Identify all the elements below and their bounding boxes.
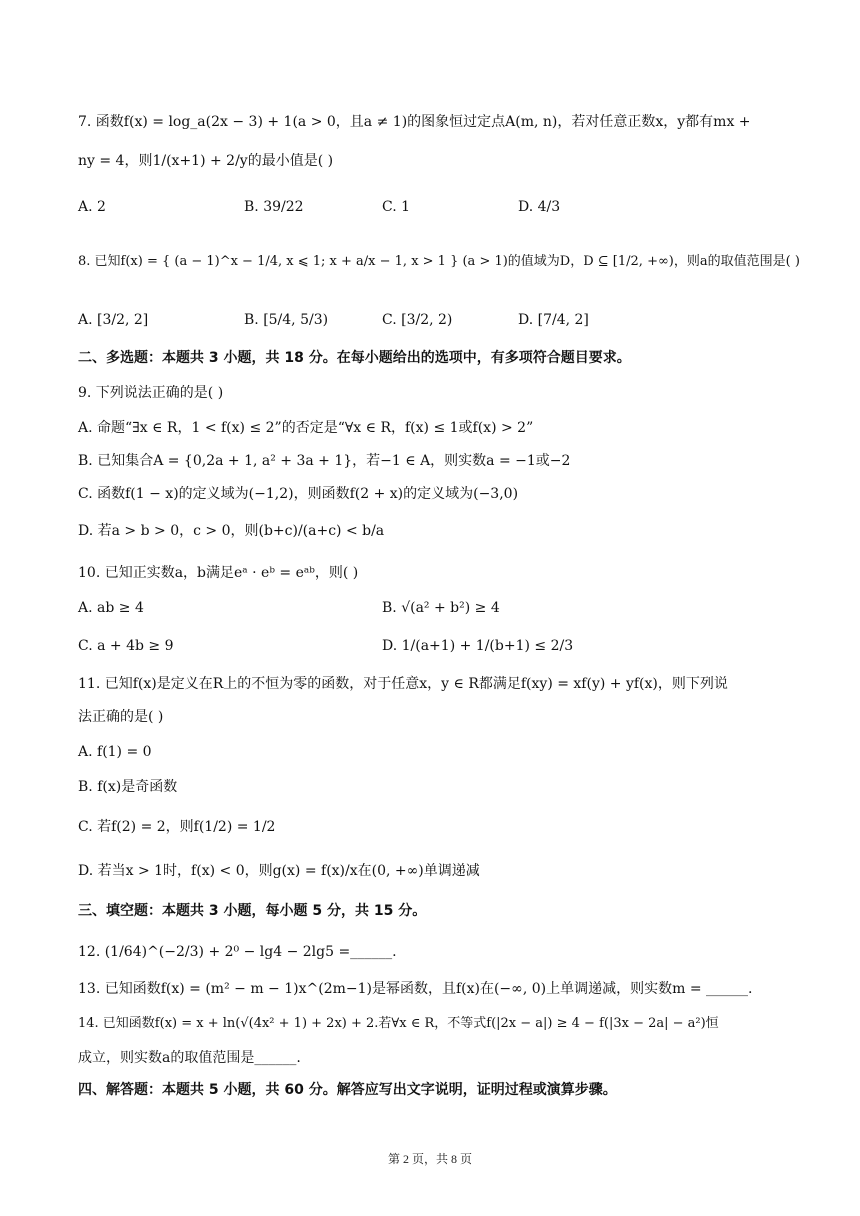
q8-option-d: D. [7/4, 2] <box>518 312 589 328</box>
q7-line1: 7. 函数f(x) = log_a(2x − 3) + 1(a > 0，且a ≠ 1)的图象恒过定点A(m, n)，若对任意正数x，y都有mx + <box>78 114 751 130</box>
q10-option-d: D. 1/(a+1) + 1/(b+1) ≤ 2/3 <box>382 638 574 654</box>
q11-line2: 法正确的是( ) <box>78 709 164 725</box>
q14-line2: 成立，则实数a的取值范围是______. <box>78 1050 301 1066</box>
q14-line1: 14. 已知函数f(x) = x + ln(√(4x² + 1) + 2x) + 2.若∀x ∈ R，不等式f(|2x − a|) ≥ 4 − f(|3x − 2a| − a²)恒 <box>78 1016 719 1031</box>
q9-stem: 9. 下列说法正确的是( ) <box>78 385 224 401</box>
q10-stem: 10. 已知正实数a，b满足eᵃ · eᵇ = eᵃᵇ，则( ) <box>78 565 359 581</box>
q9-option-d: D. 若a > b > 0，c > 0，则(b+c)/(a+c) < b/a <box>78 523 385 539</box>
section-heading-solutions: 四、解答题：本题共 5 小题，共 60 分。解答应写出文字说明，证明过程或演算步骤。 <box>78 1082 617 1098</box>
q11-option-c: C. 若f(2) = 2，则f(1/2) = 1/2 <box>78 819 276 835</box>
q8-option-c: C. [3/2, 2) <box>382 312 453 328</box>
q7-option-a: A. 2 <box>78 199 106 215</box>
q7-option-b: B. 39/22 <box>244 199 304 215</box>
q11-line1: 11. 已知f(x)是定义在R上的不恒为零的函数，对于任意x，y ∈ R都满足f(xy) = xf(y) + yf(x)，则下列说 <box>78 676 728 692</box>
page-footer: 第 2 页，共 8 页 <box>387 1152 472 1166</box>
q7-option-c: C. 1 <box>382 199 411 215</box>
q13: 13. 已知函数f(x) = (m² − m − 1)x^(2m−1)是幂函数，且f(x)在(−∞, 0)上单调递减，则实数m = ______. <box>78 981 753 997</box>
q10-option-c: C. a + 4b ≥ 9 <box>78 638 174 654</box>
q11-option-a: A. f(1) = 0 <box>78 744 152 760</box>
q7-line2: ny = 4，则1/(x+1) + 2/y的最小值是( ) <box>78 153 334 169</box>
q9-option-a: A. 命题“∃x ∈ R，1 < f(x) ≤ 2”的否定是“∀x ∈ R，f(x) ≤ 1或f(x) > 2” <box>78 420 534 436</box>
q8-line1: 8. 已知f(x) = { (a − 1)^x − 1/4, x ⩽ 1; x + a/x − 1, x > 1 } (a > 1)的值域为D，D ⊆ [1/2, +∞)，则a的取值范围是( ) <box>78 254 800 269</box>
q11-option-d: D. 若当x > 1时，f(x) < 0，则g(x) = f(x)/x在(0, +∞)单调递减 <box>78 863 480 879</box>
q11-option-b: B. f(x)是奇函数 <box>78 779 178 795</box>
q10-option-b: B. √(a² + b²) ≥ 4 <box>382 600 500 616</box>
section-heading-multi-choice: 二、多选题：本题共 3 小题，共 18 分。在每小题给出的选项中，有多项符合题目要求。 <box>78 350 631 366</box>
q10-option-a: A. ab ≥ 4 <box>78 600 144 616</box>
q8-option-a: A. [3/2, 2] <box>78 312 149 328</box>
q7-option-d: D. 4/3 <box>518 199 561 215</box>
q9-option-c: C. 函数f(1 − x)的定义域为(−1,2)，则函数f(2 + x)的定义域为(−3,0) <box>78 486 519 502</box>
section-heading-fill-in: 三、填空题：本题共 3 小题，每小题 5 分，共 15 分。 <box>78 903 427 919</box>
q12: 12. (1/64)^(−2/3) + 2⁰ − lg4 − 2lg5 =______. <box>78 944 397 960</box>
q9-option-b: B. 已知集合A = {0,2a + 1, a² + 3a + 1}，若−1 ∈ A，则实数a = −1或−2 <box>78 453 571 469</box>
q8-option-b: B. [5/4, 5/3) <box>244 312 329 328</box>
